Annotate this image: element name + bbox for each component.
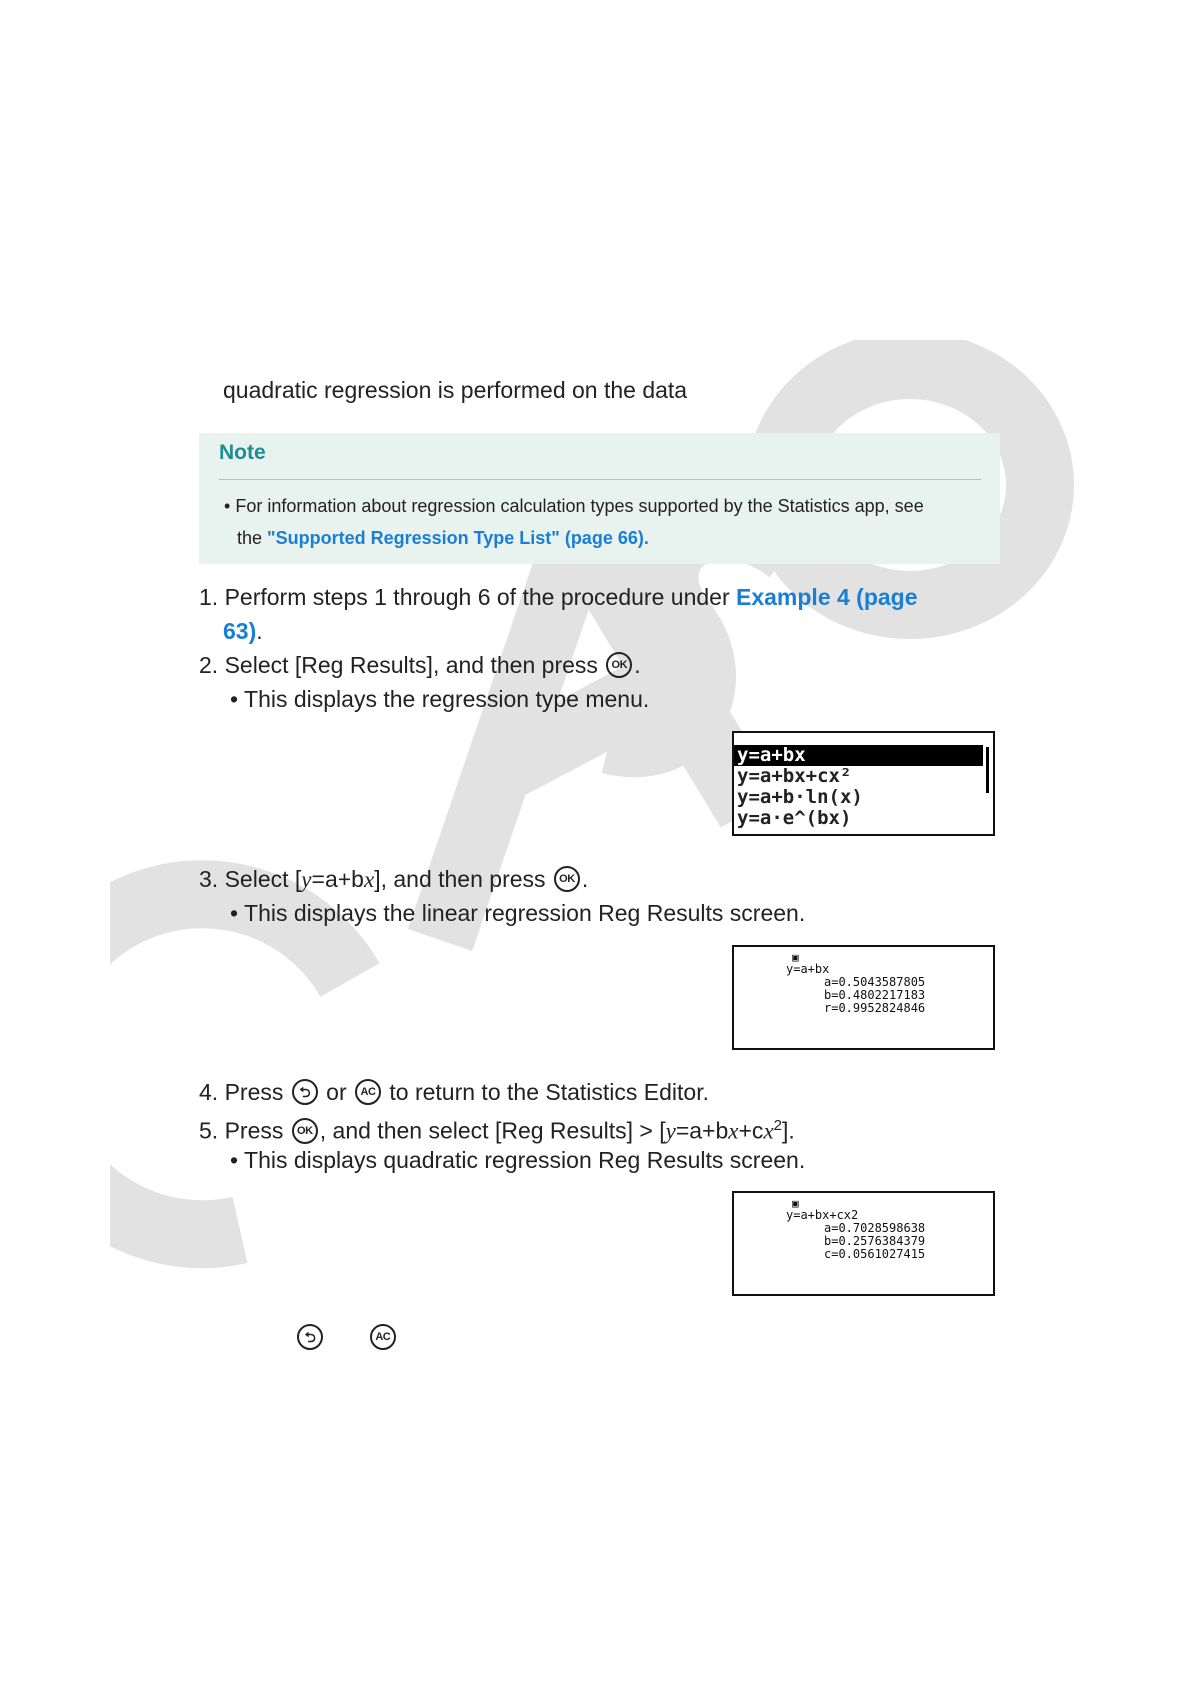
step-3 xyxy=(199,862,588,897)
note-divider xyxy=(219,479,981,480)
step-3-end: . xyxy=(581,866,589,892)
step-2 xyxy=(199,648,641,682)
step-5-text-c: =a+b xyxy=(675,1117,729,1144)
step-2-number: 2. xyxy=(199,652,219,678)
lcd-value-a: a=0.7028598638 xyxy=(824,1221,926,1235)
menu-item-linear: y=a+bx xyxy=(734,745,983,766)
step-4-text-b: to return to the Statistics Editor. xyxy=(389,1079,709,1105)
step-5-var-y: y xyxy=(665,1118,676,1144)
menu-scrollbar xyxy=(986,747,989,793)
lcd-quadratic-results xyxy=(732,1191,995,1296)
step-5-text-b: , and then select [Reg Results] > [ xyxy=(319,1117,666,1144)
ok-key-icon: OK xyxy=(554,866,580,892)
step-2-sub: • This displays the regression type menu. xyxy=(230,686,650,712)
step-3-var-x: x xyxy=(363,867,375,892)
lcd-value-r: r=0.9952824846 xyxy=(824,1001,926,1015)
note-box xyxy=(199,433,1000,564)
step-4-number: 4. xyxy=(199,1079,219,1105)
note-text: For information about regression calculation types supported by the Statistics app, see xyxy=(235,496,924,516)
note-link-regression-list[interactable]: "Supported Regression Type List" (page 66) xyxy=(267,528,644,548)
menu-item-exponential: y=a·e^(bx) xyxy=(737,807,852,829)
back-key-icon: ⮌ xyxy=(297,1324,323,1350)
watermark-letter-c xyxy=(110,894,350,1234)
ok-key-icon: OK xyxy=(606,652,632,678)
step-1 xyxy=(199,580,918,614)
step-1-number: 1. xyxy=(199,584,219,610)
step-1-link-cont[interactable]: 63) xyxy=(223,618,257,644)
note-text-the: the xyxy=(237,528,263,548)
step-5-text: Press xyxy=(224,1117,284,1144)
menu-item-quadratic: y=a+bx+cx² xyxy=(737,765,852,787)
note-body xyxy=(224,490,924,554)
step-3-text-c: ], and then press xyxy=(374,866,546,892)
step-5-number: 5. xyxy=(199,1117,219,1144)
step-1-cont xyxy=(223,614,263,648)
step-3-sub: • This displays the linear regression Reg Results screen. xyxy=(230,900,806,926)
step-4 xyxy=(199,1075,709,1109)
note-link-period: . xyxy=(643,528,649,548)
lcd-formula: y=a+bx+cx2 xyxy=(786,1208,859,1222)
step-1-end: . xyxy=(256,618,263,644)
step-2-text: Select [Reg Results], and then press xyxy=(224,652,598,678)
lcd-value-c: c=0.0561027415 xyxy=(824,1247,926,1261)
trailing-keys xyxy=(295,1320,398,1354)
lcd-value-b: b=0.4802217183 xyxy=(824,988,926,1002)
menu-item-logarithmic: y=a+b·ln(x) xyxy=(737,786,863,808)
lcd-regression-menu xyxy=(732,731,995,836)
step-5-text-e: ]. xyxy=(782,1117,795,1144)
note-bullet: • xyxy=(224,496,231,516)
lcd-indicator-icon: ▣ xyxy=(792,951,799,964)
step-3-text-b: =a+b xyxy=(311,866,364,892)
step-2-end: . xyxy=(634,652,641,678)
lcd-value-a: a=0.5043587805 xyxy=(824,975,926,989)
step-3-var-y: y xyxy=(301,867,312,892)
step-1-text: Perform steps 1 through 6 of the procedure under xyxy=(224,584,730,610)
lcd-value-b: b=0.2576384379 xyxy=(824,1234,926,1248)
step-5-var-x2: x xyxy=(763,1118,774,1144)
step-3-number: 3. xyxy=(199,866,219,892)
step-3-text: Select [ xyxy=(224,866,302,892)
lcd-indicator-icon: ▣ xyxy=(792,1197,799,1210)
step-5-text-d: +c xyxy=(738,1117,764,1144)
step-5-superscript: 2 xyxy=(773,1117,782,1134)
step-5-sub: • This displays quadratic regression Reg Results screen. xyxy=(230,1147,806,1173)
back-key-icon: ⮌ xyxy=(292,1079,318,1105)
lcd-linear-results xyxy=(732,945,995,1050)
ok-key-icon: OK xyxy=(292,1118,318,1144)
step-5-var-x: x xyxy=(728,1118,739,1144)
ac-key-icon: AC xyxy=(355,1079,381,1105)
lcd-formula: y=a+bx xyxy=(786,962,830,976)
note-title: Note xyxy=(219,441,266,464)
step-1-link[interactable]: Example 4 (page xyxy=(736,584,918,610)
ac-key-icon: AC xyxy=(370,1324,396,1350)
step-4-or: or xyxy=(326,1079,347,1105)
intro-text: quadratic regression is performed on the data xyxy=(223,377,688,403)
step-4-text: Press xyxy=(224,1079,284,1105)
